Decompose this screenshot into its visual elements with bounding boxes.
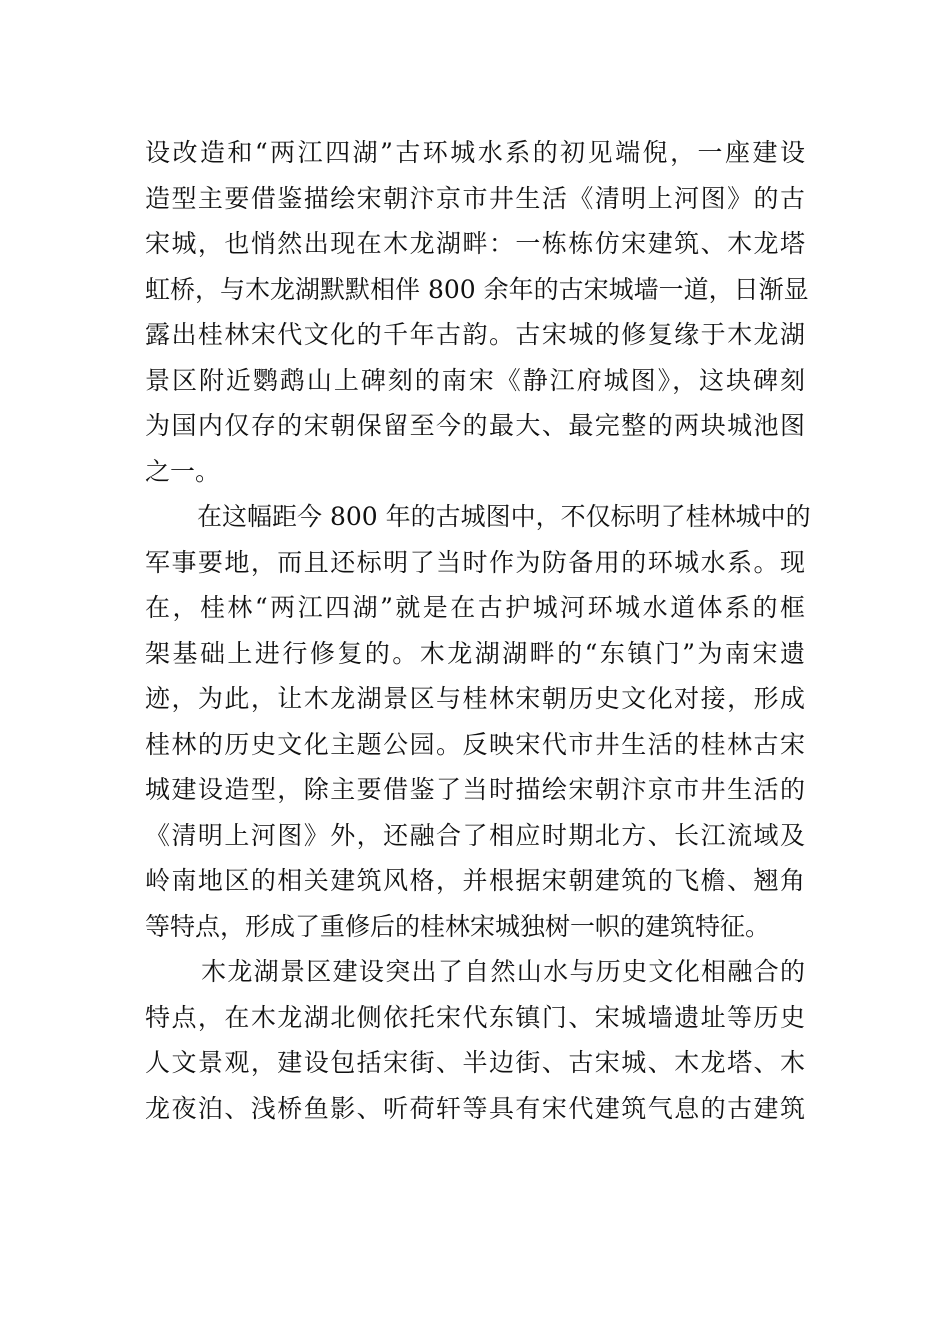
- text-line: 人文景观，建设包括宋街、半边街、古宋城、木龙塔、木: [145, 1048, 805, 1077]
- text-line: 特点，在木龙湖北侧依托宋代东镇门、宋城墙遗址等历史: [145, 1002, 805, 1032]
- text-line: 岭南地区的相关建筑风格，并根据宋朝建筑的飞檐、翘角: [145, 866, 805, 895]
- text-line: 为国内仅存的宋朝保留至今的最大、最完整的两块城池图: [145, 411, 805, 440]
- text-line: 景区附近鹦鹉山上碑刻的南宋《静江府城图》，这块碑刻: [145, 365, 805, 395]
- text-line: 龙夜泊、浅桥鱼影、听荷轩等具有宋代建筑气息的古建筑: [145, 1093, 805, 1123]
- text-line: 露出桂林宋代文化的千年古韵。古宋城的修复缘于木龙湖: [145, 320, 805, 349]
- text-line: 军事要地，而且还标明了当时作为防备用的环城水系。现: [145, 547, 805, 577]
- text-line: 虹桥，与木龙湖默默相伴 800 余年的古宋城墙一道，日渐显: [145, 274, 809, 304]
- text-line: 在，桂林“两江四湖”就是在古护城河环城水道体系的框: [145, 593, 805, 622]
- text-line: 设改造和“两江四湖”古环城水系的初见端倪，一座建设: [145, 138, 805, 167]
- paragraph-2: [145, 494, 811, 949]
- text-line: 在这幅距今 800 年的古城图中，不仅标明了桂林城中的: [197, 502, 811, 531]
- paragraph-1: [145, 130, 809, 494]
- text-line: 宋城，也悄然出现在木龙湖畔：一栋栋仿宋建筑、木龙塔: [145, 229, 805, 258]
- text-line: 之一。: [145, 456, 221, 486]
- text-line: 架基础上进行修复的。木龙湖湖畔的“东镇门”为南宋遗: [145, 638, 805, 668]
- text-line: 造型主要借鉴描绘宋朝汴京市井生活《清明上河图》的古: [145, 183, 805, 213]
- text-line: 等特点，形成了重修后的桂林宋城独树一帜的建筑特征。: [145, 911, 771, 941]
- text-line: 《清明上河图》外，还融合了相应时期北方、长江流域及: [145, 820, 805, 850]
- text-line: 木龙湖景区建设突出了自然山水与历史文化相融合的: [201, 957, 805, 986]
- body-text: [145, 130, 811, 1131]
- paragraph-3: [145, 949, 805, 1131]
- text-line: 迹，为此，让木龙湖景区与桂林宋朝历史文化对接，形成: [145, 684, 805, 713]
- text-line: 桂林的历史文化主题公园。反映宋代市井生活的桂林古宋: [145, 729, 805, 759]
- text-line: 城建设造型，除主要借鉴了当时描绘宋朝汴京市井生活的: [145, 775, 805, 804]
